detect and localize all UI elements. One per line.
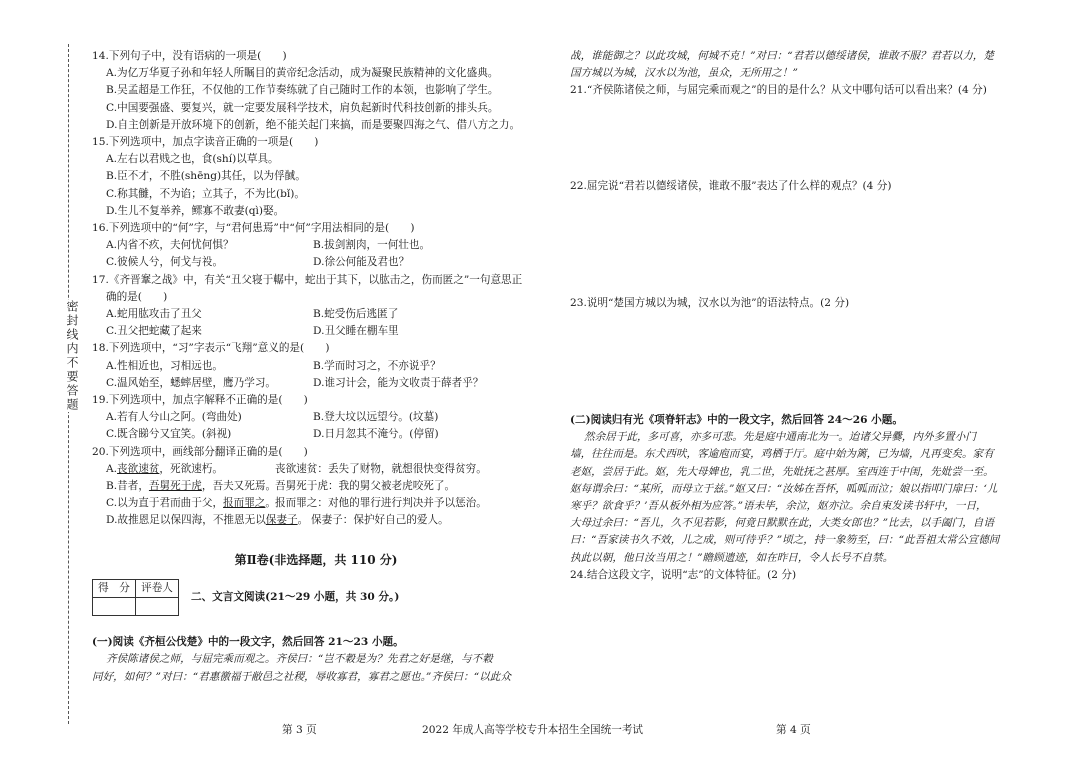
q20-option-d: D.故推恩足以保四海，不推恩无以保妻子。 保妻子：保护好自己的爱人。 — [92, 512, 540, 529]
q18-option-d: D.谁习计会，能为文收责于薛者乎？ — [313, 376, 484, 389]
score-header: 得 分 — [93, 579, 136, 597]
q20-a-underline: 丧欲速贫 — [117, 462, 160, 475]
question-21: 21.“齐侯陈诸侯之师，与屈完乘而观之”的目的是什么？从文中哪句话可以看出来？(4 分) — [570, 84, 987, 97]
page-number-left: 第 3 页 — [282, 724, 317, 736]
question-16 — [92, 220, 540, 272]
q20-c-underline: 报而罪之 — [223, 497, 266, 510]
part2-title: 第Ⅱ卷(非选择题，共 110 分) — [234, 552, 398, 567]
score-cell[interactable] — [93, 598, 136, 616]
exam-name: 2022 年成人高等学校专升本招生全国统一考试 — [422, 724, 644, 736]
q18-option-b: B.学而时习之，不亦说乎？ — [313, 359, 441, 372]
reading2-line: 曰：“吾家读书久不效，儿之成，则可待乎？”顷之，持一象笏至，曰：“此吾祖太常公宣德间 — [570, 534, 1000, 547]
q20-a-translation: 丧欲速贫：丢失了财物，就想很快变得贫穷。 — [275, 462, 487, 475]
reading1-title: (一)阅读《齐桓公伐楚》中的一段文字，然后回答 21～23 小题。 — [92, 636, 404, 649]
q18-option-c: C.温风始至，蟋蟀居壁，鹰乃学习。 — [106, 376, 277, 389]
q16-option-b: B.拔剑割肉，一何壮也。 — [313, 239, 431, 252]
q14-option-b: B.吴孟超是工作狂，不仅他的工作节奏练就了自己随时工作的本领，也影响了学生。 — [106, 84, 499, 97]
q20-d-translation: 保妻子：保护好自己的爱人。 — [311, 514, 449, 527]
q14-option-a: A.为亿万华夏子孙和年轻人所瞩目的黄帝纪念活动，成为凝聚民族精神的文化盛典。 — [106, 67, 499, 80]
q19-stem: 19.下列选项中，加点字解释不正确的是( ) — [92, 394, 308, 407]
q20-option-a: A.丧欲速贫，死欲速朽。 丧欲速贫：丢失了财物，就想很快变得贫穷。 — [92, 461, 540, 478]
q20-option-b: B.昔者，吾舅死于虎，吾夫又死焉。 吾舅死于虎：我的舅父被老虎咬死了。 — [92, 478, 540, 495]
reading2-line: 然余居于此，多可喜，亦多可悲。先是庭中通南北为一。迨诸父异爨，内外多置小门 — [584, 431, 976, 444]
q18-option-a: A.性相近也，习相远也。 — [106, 359, 223, 372]
reading2-line: 老妪，尝居于此。妪，先大母婢也，乳二世，先妣抚之甚厚。室西连于中闺，先妣尝一至。 — [570, 465, 994, 478]
q15-option-c: C.称其雠，不为谄；立其子，不为比(bǐ)。 — [106, 187, 306, 200]
reading2-line: 大母过余曰：“吾儿，久不见若影，何竟日默默在此，大类女郎也？”比去，以手阖门，自语 — [570, 517, 994, 530]
q19-option-d: D.日月忽其不淹兮。(停留) — [313, 428, 439, 441]
q14-option-c: C.中国要强盛、要复兴，就一定要发展科学技术，肩负起新时代科技创新的排头兵。 — [106, 101, 499, 114]
reading2-line: 执此以朝，他日汝当用之！”瞻顾遗迹，如在昨日，令人长号不自禁。 — [570, 551, 894, 564]
left-column — [92, 48, 540, 686]
q20-b-translation: 吾舅死于虎：我的舅父被老虎咬死了。 — [275, 480, 456, 493]
reading2-line: 寒乎？欲食乎？’吾从板外相为应答。”语未毕，余泣，妪亦泣。余自束发读书轩中，一日， — [570, 500, 987, 513]
q14-option-d: D.自主创新是开放环境下的创新，绝不能关起门来搞，而是要聚四海之气、借八方之力。 — [106, 118, 521, 131]
grader-header: 评卷人 — [136, 579, 179, 597]
q14-stem: 14.下列句子中，没有语病的一项是( ) — [92, 50, 287, 62]
q21-answer-area[interactable] — [570, 100, 1015, 178]
q20-d-underline: 保妻子 — [265, 514, 298, 527]
reading2-title: (二)阅读归有光《项脊轩志》中的一段文字，然后回答 24～26 小题。 — [570, 414, 903, 427]
q16-option-a: A.内省不疚，夫何忧何惧？ — [106, 239, 234, 252]
q23-answer-area[interactable] — [570, 312, 1015, 412]
q16-stem: 16.下列选项中的“何”字，与“君何患焉”中“何”字用法相同的是( ) — [92, 222, 415, 235]
question-14 — [92, 48, 540, 134]
q17-option-d: D.丑父睡在棚车里 — [313, 325, 399, 338]
question-22: 22.屈完说“君若以德绥诸侯，谁敢不服”表达了什么样的观点？(4 分) — [570, 179, 892, 192]
reading1-line-4: 国方城以为城，汉水以为池，虽众，无所用之！” — [570, 67, 798, 80]
q22-answer-area[interactable] — [570, 195, 1015, 295]
question-19 — [92, 392, 540, 444]
q20-b-underline: 吾舅死于虎 — [148, 480, 202, 493]
q17-stem: 17.《齐晋鞌之战》中，有关“丑父寝于轏中，蛇出于其下，以肱击之，伤而匿之”一句意思正 — [92, 273, 523, 286]
question-20 — [92, 444, 540, 530]
grader-cell[interactable] — [136, 598, 179, 616]
question-23: 23.说明“楚国方城以为城，汉水以为池”的语法特点。(2 分) — [570, 296, 850, 309]
reading1-line-3: 战，谁能御之？以此攻城，何城不克！”对曰：“君若以德绥诸侯，谁敢不服？君若以力，楚 — [570, 50, 994, 62]
binding-warning: 密封线内不要答题 — [56, 300, 80, 412]
q20-stem: 20.下列选项中，画线部分翻译正确的是( ) — [92, 445, 308, 458]
q17-option-c: C.丑父把蛇藏了起来 — [106, 325, 202, 338]
q16-option-c: C.彼候人兮，何戈与祋。 — [106, 256, 224, 269]
q20-c-translation: 报而罪之：对他的罪行进行判决并予以惩治。 — [275, 497, 487, 510]
q15-option-a: A.左右以君贱之也，食(shí)以草具。 — [106, 153, 279, 166]
q18-stem: 18.下列选项中，“习”字表示“飞翔”意义的是( ) — [92, 342, 330, 355]
score-box-row — [92, 579, 540, 616]
q17-option-a: A.蛇用肱攻击了丑父 — [106, 308, 202, 321]
score-table — [92, 579, 179, 616]
q15-option-b: B.臣不才，不胜(shēng)其任，以为俘馘。 — [106, 170, 306, 183]
q19-option-a: A.若有人兮山之阿。(弯曲处) — [106, 411, 242, 424]
reading1-line-2: 同好，如何？”对曰：“君惠徼福于敝邑之社稷，辱收寡君，寡君之愿也。”齐侯曰：“以此众 — [92, 670, 511, 683]
question-24: 24.结合这段文字，说明“志”的文体特征。(2 分) — [570, 568, 797, 581]
right-column — [570, 48, 1015, 584]
q16-option-d: D.徐公何能及君也？ — [313, 256, 410, 269]
question-15 — [92, 134, 540, 220]
reading2-line: 妪每谓余曰：“某所，而母立于兹。”妪又曰：“汝姊在吾怀，呱呱而泣；娘以指叩门扉曰：‘儿 — [570, 482, 998, 495]
q19-option-c: C.既含睇兮又宜笑。(斜视) — [106, 428, 232, 441]
reading1-line-1: 齐侯陈诸侯之师，与屈完乘而观之。齐侯曰：“岂不穀是为？先君之好是继，与不穀 — [106, 653, 493, 666]
q15-option-d: D.生儿不复举养，鳏寡不敢妻(qì)娶。 — [106, 204, 285, 217]
q19-option-b: B.登大坟以远望兮。(坟墓) — [313, 411, 439, 424]
section-2-heading: 二、文言文阅读(21～29 小题，共 30 分。) — [191, 590, 400, 603]
page-number-right: 第 4 页 — [776, 724, 811, 736]
question-17 — [92, 272, 540, 341]
q17-stem-cont: 确的是( ) — [106, 290, 168, 303]
q15-stem: 15.下列选项中，加点字读音正确的一项是( ) — [92, 136, 319, 149]
q20-option-c: C.以为直于君而曲于父，报而罪之。 报而罪之：对他的罪行进行判决并予以惩治。 — [92, 495, 540, 512]
q17-option-b: B.蛇受伤后逃匿了 — [313, 308, 399, 321]
question-18 — [92, 340, 540, 392]
reading2-line: 墙，往往而是。东犬西吠，客逾庖而宴，鸡栖于厅。庭中始为篱，已为墙，凡再变矣。家有 — [570, 448, 994, 461]
